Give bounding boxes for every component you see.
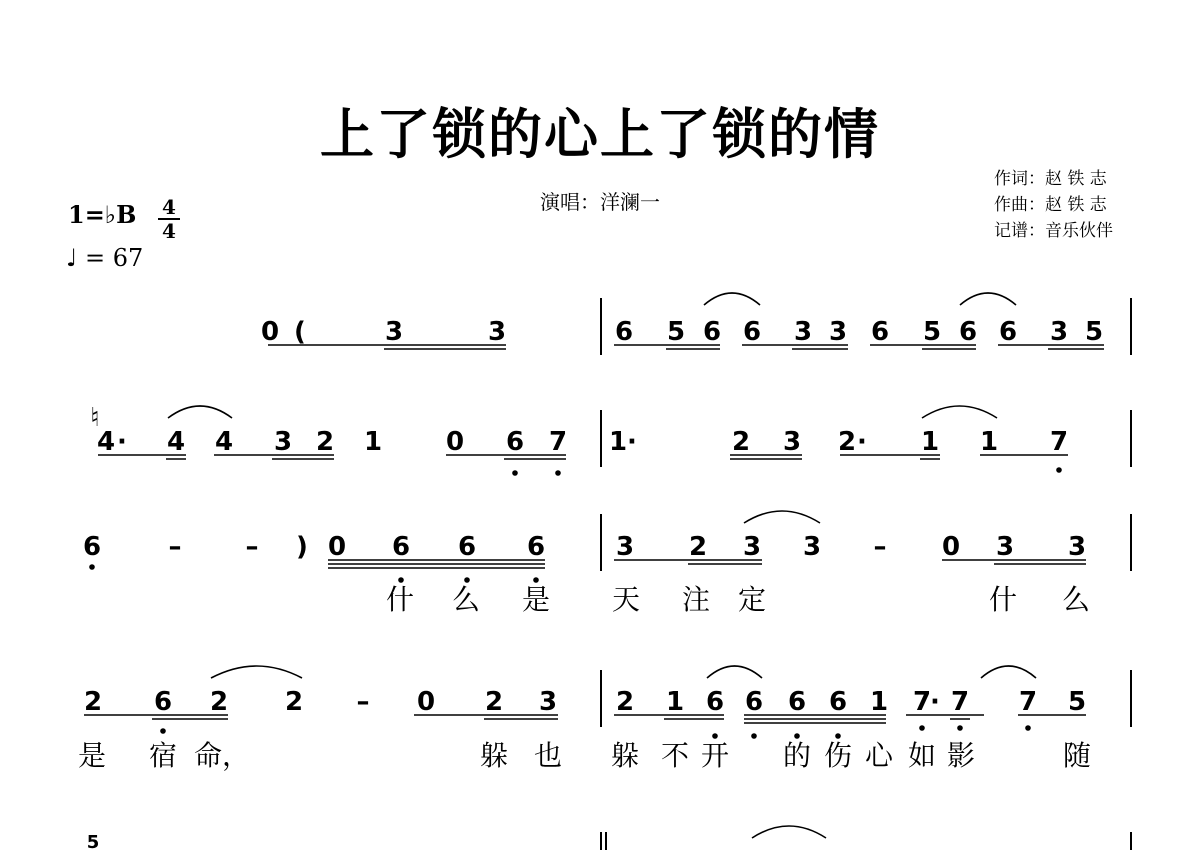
jianpu-note: 2 bbox=[731, 427, 751, 457]
jianpu-note: 3 bbox=[802, 532, 822, 562]
octave-dot bbox=[835, 733, 841, 739]
octave-dot bbox=[712, 733, 718, 739]
octave-dot bbox=[464, 577, 470, 583]
jianpu-note: – bbox=[873, 532, 887, 562]
jianpu-note: 6 bbox=[153, 687, 173, 717]
slur bbox=[211, 666, 302, 678]
octave-dot bbox=[533, 577, 539, 583]
lyric-char: 如 bbox=[907, 739, 937, 772]
jianpu-note: ) bbox=[296, 532, 308, 562]
natural-accidental: ♮ bbox=[90, 403, 100, 433]
jianpu-note: 6 bbox=[787, 687, 807, 717]
lyric-char: 天 bbox=[611, 583, 641, 616]
jianpu-note: 6 bbox=[870, 317, 890, 347]
lyric-char: 什 bbox=[988, 583, 1018, 616]
jianpu-note: 3 bbox=[782, 427, 802, 457]
octave-dot bbox=[751, 733, 757, 739]
jianpu-note: 0 bbox=[327, 532, 347, 562]
jianpu-note: 5 bbox=[1084, 317, 1104, 347]
jianpu-note: 1 bbox=[665, 687, 685, 717]
jianpu-note: 0 bbox=[941, 532, 961, 562]
slur bbox=[981, 666, 1036, 678]
lyric-char: 伤 bbox=[823, 739, 853, 772]
octave-dot bbox=[512, 470, 518, 476]
lyric-char: 定 bbox=[737, 583, 767, 616]
jianpu-note: 6 bbox=[828, 687, 848, 717]
jianpu-note: 1 bbox=[869, 687, 889, 717]
octave-dot bbox=[1025, 725, 1031, 731]
jianpu-note: · bbox=[627, 427, 637, 457]
jianpu-note: 6 bbox=[702, 317, 722, 347]
time-signature-top: 4 bbox=[162, 195, 176, 219]
jianpu-note: 3 bbox=[273, 427, 293, 457]
lyric-char: 开 bbox=[700, 739, 730, 772]
jianpu-note: – bbox=[356, 687, 370, 717]
composer-credit: 作曲：赵 铁 志 bbox=[994, 195, 1107, 215]
jianpu-note: 0 bbox=[445, 427, 465, 457]
jianpu-note: 3 bbox=[828, 317, 848, 347]
jianpu-note: · bbox=[117, 427, 127, 457]
jianpu-note: 5 bbox=[1067, 687, 1087, 717]
jianpu-note: 6 bbox=[526, 532, 546, 562]
jianpu-note: 4 bbox=[214, 427, 234, 457]
jianpu-note: 4 bbox=[166, 427, 186, 457]
lyric-char: 影 bbox=[946, 739, 976, 772]
jianpu-note: 2 bbox=[837, 427, 857, 457]
jianpu-note: 3 bbox=[1067, 532, 1087, 562]
jianpu-note: 2 bbox=[209, 687, 229, 717]
lyric-char: 心 bbox=[864, 739, 894, 772]
octave-dot bbox=[794, 733, 800, 739]
jianpu-note: 5 bbox=[922, 317, 942, 347]
lyric-char: 躲 bbox=[479, 739, 509, 772]
jianpu-note: 6 bbox=[742, 317, 762, 347]
jianpu-note: 6 bbox=[614, 317, 634, 347]
measure-number: 5 bbox=[86, 832, 100, 850]
quarter-note-icon: ♩ bbox=[66, 244, 78, 272]
jianpu-note: – bbox=[245, 532, 259, 562]
lyric-char: 什 bbox=[385, 583, 415, 616]
jianpu-note: 3 bbox=[742, 532, 762, 562]
jianpu-note: 6 bbox=[998, 317, 1018, 347]
lyric-char: 么 bbox=[1061, 583, 1091, 616]
jianpu-note: 1 bbox=[363, 427, 383, 457]
jianpu-note: 7 bbox=[1018, 687, 1038, 717]
jianpu-note: 4 bbox=[96, 427, 116, 457]
lyric-char: 也 bbox=[533, 739, 563, 772]
jianpu-note: 2 bbox=[484, 687, 504, 717]
lyric-char: 随 bbox=[1062, 739, 1092, 772]
octave-dot bbox=[160, 728, 166, 734]
jianpu-note: 3 bbox=[1049, 317, 1069, 347]
jianpu-note: · bbox=[930, 687, 940, 717]
lyric-char: 注 bbox=[681, 583, 711, 616]
jianpu-note: 7 bbox=[912, 687, 932, 717]
jianpu-note: 6 bbox=[82, 532, 102, 562]
slur bbox=[704, 293, 760, 305]
singer-credit: 演唱：洋澜一 bbox=[540, 190, 660, 214]
jianpu-note: · bbox=[857, 427, 867, 457]
lyric-char: 是 bbox=[521, 583, 551, 616]
jianpu-note: 3 bbox=[487, 317, 507, 347]
slur bbox=[922, 406, 997, 418]
octave-dot bbox=[555, 470, 561, 476]
octave-dot bbox=[398, 577, 404, 583]
jianpu-note: 6 bbox=[391, 532, 411, 562]
jianpu-note: 6 bbox=[505, 427, 525, 457]
slur bbox=[752, 826, 826, 838]
jianpu-note: 3 bbox=[538, 687, 558, 717]
jianpu-note: 3 bbox=[793, 317, 813, 347]
time-signature-bottom: 4 bbox=[162, 219, 176, 243]
jianpu-note: 2 bbox=[615, 687, 635, 717]
tempo-value: = 67 bbox=[84, 244, 144, 272]
jianpu-note: 6 bbox=[744, 687, 764, 717]
octave-dot bbox=[89, 564, 95, 570]
slur bbox=[744, 511, 820, 523]
lyric-char: 躲 bbox=[610, 739, 640, 772]
jianpu-note: 1 bbox=[979, 427, 999, 457]
lyric-char: 是 bbox=[77, 739, 107, 772]
lyric-char: 么 bbox=[451, 583, 481, 616]
jianpu-note: 1 bbox=[920, 427, 940, 457]
jianpu-note: 2 bbox=[688, 532, 708, 562]
jianpu-note: 6 bbox=[705, 687, 725, 717]
jianpu-note: 2 bbox=[315, 427, 335, 457]
jianpu-note: – bbox=[168, 532, 182, 562]
octave-dot bbox=[957, 725, 963, 731]
lyric-char: 宿 bbox=[148, 739, 178, 772]
transcriber-credit: 记谱：音乐伙伴 bbox=[994, 221, 1113, 241]
jianpu-note: 1 bbox=[608, 427, 628, 457]
lyric-char: 不 bbox=[660, 739, 690, 772]
jianpu-note: 3 bbox=[615, 532, 635, 562]
lyric-char: 的 bbox=[782, 739, 812, 772]
jianpu-note: 6 bbox=[457, 532, 477, 562]
lyric-char: 命， bbox=[193, 739, 251, 772]
jianpu-note: 6 bbox=[958, 317, 978, 347]
jianpu-note: 5 bbox=[666, 317, 686, 347]
jianpu-note: 3 bbox=[995, 532, 1015, 562]
key-signature: 1=♭B bbox=[68, 200, 137, 229]
slur bbox=[960, 293, 1016, 305]
jianpu-note: 7 bbox=[1049, 427, 1069, 457]
jianpu-note: 2 bbox=[284, 687, 304, 717]
octave-dot bbox=[1056, 467, 1062, 473]
jianpu-note: 2 bbox=[83, 687, 103, 717]
lyricist-credit: 作词：赵 铁 志 bbox=[994, 169, 1107, 189]
jianpu-note: 7 bbox=[548, 427, 568, 457]
slur bbox=[707, 666, 762, 678]
song-title: 上了锁的心上了锁的情 bbox=[320, 102, 880, 166]
slur bbox=[168, 406, 232, 418]
jianpu-note: 3 bbox=[384, 317, 404, 347]
jianpu-note: 7 bbox=[950, 687, 970, 717]
jianpu-note: ( bbox=[294, 317, 306, 347]
jianpu-note: 0 bbox=[260, 317, 280, 347]
octave-dot bbox=[919, 725, 925, 731]
jianpu-note: 0 bbox=[416, 687, 436, 717]
